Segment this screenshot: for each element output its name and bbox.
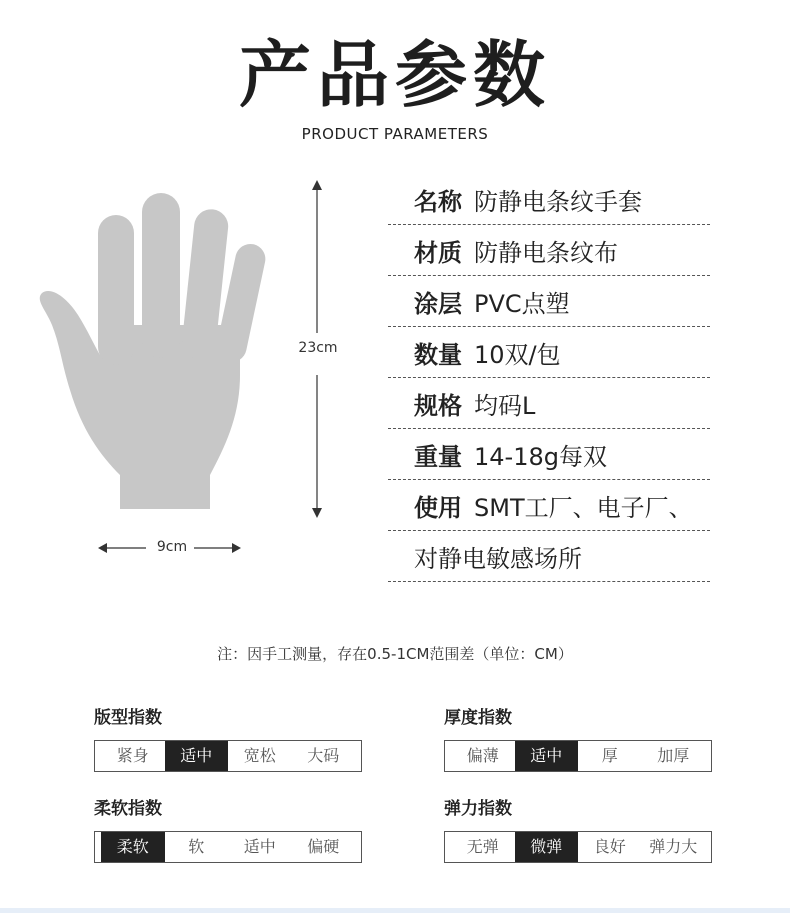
page-subtitle: PRODUCT PARAMETERS [301,125,489,143]
parameter-table [388,174,710,582]
param-value: 防静电条纹布 [474,238,618,267]
param-row [388,480,710,531]
param-key: 使用 [414,493,462,522]
fit-option: 大码 [307,746,340,765]
param-row [388,378,710,429]
elasticity-option: 弹力大 [649,837,698,856]
param-key: 数量 [414,340,462,369]
param-value: 对静电敏感场所 [414,544,582,573]
param-key: 规格 [414,391,462,420]
thickness-option: 厚 [601,746,618,765]
param-value: SMT工厂、电子厂、 [474,493,693,522]
param-row [388,429,710,480]
softness-option-selected: 柔软 [101,832,165,862]
elasticity-option: 无弹 [466,837,499,856]
softness-option: 软 [188,837,205,856]
fit-index-title: 版型指数 [94,708,162,728]
page-title: 产品参数 [238,33,551,117]
width-label: 9cm [152,539,192,555]
param-key: 涂层 [414,289,462,318]
softness-index-scale [94,831,362,863]
glove-illustration [30,175,330,535]
param-value: 10双/包 [474,340,561,369]
fit-option: 宽松 [243,746,276,765]
fit-index-scale [94,740,362,772]
param-row [388,327,710,378]
measurement-note: 注：因手工测量，存在0.5-1CM范围差（单位：CM） [217,645,573,663]
thickness-index [444,704,712,772]
param-key: 材质 [414,238,462,267]
softness-option: 偏硬 [307,837,340,856]
param-value: PVC点塑 [474,289,570,318]
elasticity-option-selected: 微弹 [515,832,579,862]
bottom-divider [0,908,790,913]
thickness-option: 加厚 [657,746,690,765]
elasticity-index-title: 弹力指数 [444,799,512,819]
softness-index [94,795,362,863]
fit-option: 紧身 [116,746,149,765]
param-key: 重量 [414,442,462,471]
param-row [388,276,710,327]
thickness-index-title: 厚度指数 [444,708,512,728]
thickness-index-scale [444,740,712,772]
param-row [388,225,710,276]
softness-index-title: 柔软指数 [94,799,162,819]
elasticity-index [444,795,712,863]
fit-index [94,704,362,772]
thickness-option-selected: 适中 [515,741,579,771]
param-value: 14-18g每双 [474,442,607,471]
param-row [388,531,710,582]
elasticity-option: 良好 [593,837,626,856]
elasticity-index-scale [444,831,712,863]
param-row [388,174,710,225]
param-value: 防静电条纹手套 [474,187,642,216]
length-label: 23cm [290,340,346,356]
param-value: 均码L [474,391,536,420]
softness-option: 适中 [243,837,276,856]
param-key: 名称 [414,187,462,216]
glove-icon [40,193,268,509]
thickness-option: 偏薄 [466,746,499,765]
fit-option-selected: 适中 [165,741,229,771]
